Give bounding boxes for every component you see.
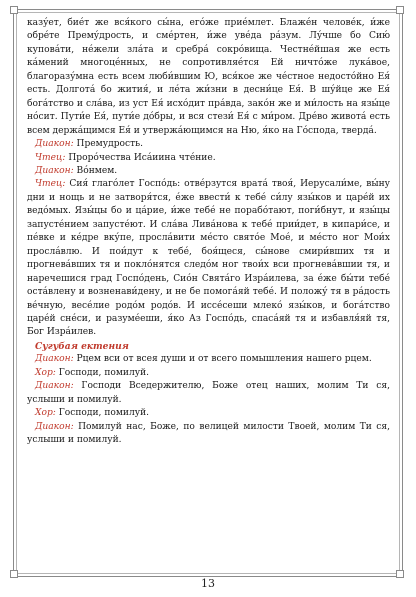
page-body bbox=[27, 17, 390, 448]
line-text: Помилуй нас, Боже, по велицей милости Твоей, молим Ти ся, услыши и помилуй. bbox=[27, 421, 390, 446]
dialogue-line bbox=[27, 367, 390, 380]
line-text: Премудрость. bbox=[76, 139, 143, 150]
speaker-rubric: Диакон: bbox=[35, 381, 74, 392]
speaker-rubric: Чтец: bbox=[35, 179, 66, 190]
speaker-rubric: Диакон: bbox=[35, 421, 74, 432]
line-text: Во́нмем. bbox=[76, 165, 118, 176]
speaker-rubric: Диакон: bbox=[35, 354, 74, 365]
line-text: Рцем вси от всея души и от всего помышления нашего рцем. bbox=[76, 354, 372, 365]
line-text: Господи Вседержителю, Боже отец наших, молим Ти ся, услыши и помилуй. bbox=[27, 381, 390, 405]
dialogue-line bbox=[27, 165, 390, 178]
line-text: Проро́чества Иса́иина чте́ние. bbox=[68, 152, 216, 163]
speaker-rubric: Диакон: bbox=[35, 139, 74, 150]
speaker-rubric: Чтец: bbox=[35, 152, 66, 163]
dialogue-line bbox=[27, 178, 390, 339]
dialogue-line bbox=[27, 380, 390, 407]
dialogue-line bbox=[27, 421, 390, 448]
line-text: Господи, помилуй. bbox=[58, 408, 150, 419]
speaker-rubric: Хор: bbox=[35, 408, 56, 419]
paragraph-wisdom-reading bbox=[27, 17, 390, 138]
speaker-rubric: Диакон: bbox=[35, 165, 74, 176]
border-corner-ornament bbox=[396, 6, 404, 14]
dialogue-line bbox=[27, 353, 390, 366]
dialogue-line bbox=[27, 138, 390, 151]
speaker-rubric: Хор: bbox=[35, 367, 56, 378]
section-heading: Сугубая ектения bbox=[35, 340, 129, 352]
dialogue-line bbox=[27, 152, 390, 165]
line-text: Господи, помилуй. bbox=[58, 367, 150, 378]
dialogue-line bbox=[27, 407, 390, 420]
reading-text: казу́ет, бие́т же вся́кого сы́на, его́же прие́млет. Блаже́н челове́к, и́же обре́те Прему́дрость, и сме́ртен, и́же уве́да ра́зум. Лу́чше бо Сию́ купова́ти, не́жели зла́та и сребра́ сокро́вища. Честне́йшая же есть ка́мений многоце́нных, не сопротивляе́тся Ей ничто́же лука́вое, благоразу́мна есть всем люби́вшим Ю, вся́кое же че́стное недосто́йно Ея́ есть. Долгота́ бо жития́, и ле́та жи́зни в десни́це Ея́. В шу́йце же Ея́ бога́тство и сла́ва, из уст Ея́ исхо́дит пра́вда, зако́н же и ми́лость на язы́це но́сит. Пути́е Ея́, пути́е до́бры, и вся стези́ Ея́ с ми́ром. Дре́во живота́ есть всем держа́щимся Ея́ и утвержа́ющимся на Ню, я́ко на Го́спода, тверда́. bbox=[27, 18, 390, 136]
line-text: Сия́ глаго́лет Госпо́дь: отве́рзутся врата́ твоя́, Иерусали́ме, вы́ну дни и нощь и не затворя́тся, е́же ввести́ к тебе́ си́лу язы́ков и царе́й их ведо́мых. Язы́цы бо и ца́рие, и́же тебе́ не порабо́тают, поги́бнут, и язы́цы запусте́нием запусте́ют. И сла́ва Лива́нова к тебе́ прии́дет, в кипари́се, и пе́вке и ке́дре вку́пе, просла́вити ме́сто свято́е Мое́, и ме́сто ног Мои́х просла́влю. И пои́дут к тебе́, боя́щеся, сы́нове смири́вших тя и прогнева́вших тя и покло́нятся следо́м ног твои́х вси прогнева́вшии тя, и наречешися град Госпо́день, Сио́н Свята́го Изра́илева, за е́же бы́ти тебе́ оста́влену и возненави́дену, и не бе помога́яй тебе́. И положу́ тя в ра́дость ве́чную, весе́лие родо́м родо́в. И иссе́сеши млеко́ язы́ков, и бога́тство царе́й сне́си, и разуме́еши, я́ко Аз Госпо́дь, спаса́яй тя и избавля́яй тя, Бог Изра́илев. bbox=[27, 179, 390, 338]
page-number: 13 bbox=[201, 577, 215, 590]
border-corner-ornament bbox=[10, 6, 18, 14]
